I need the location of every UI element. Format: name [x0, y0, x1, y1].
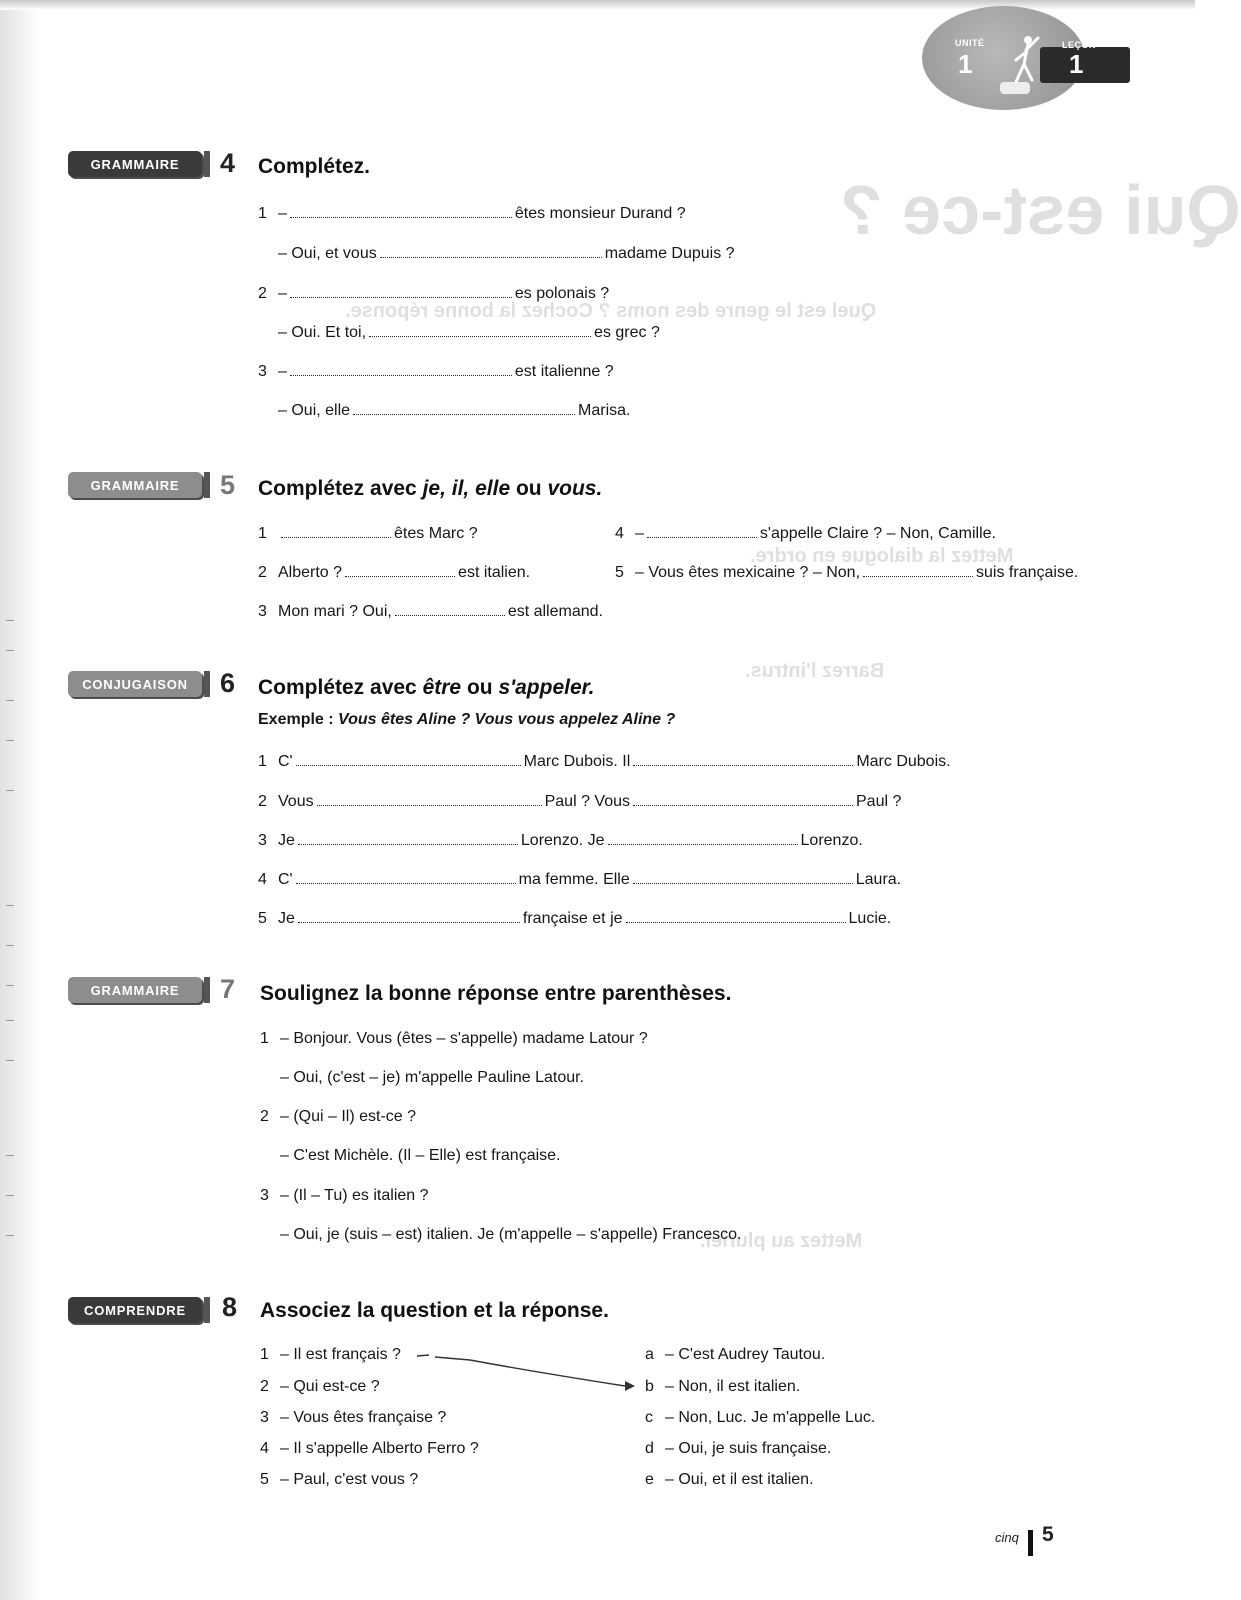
answer-blank[interactable] [863, 562, 973, 577]
answer-blank[interactable] [353, 400, 575, 415]
ex6-line-4: 4 C' ma femme. Elle Laura. [258, 871, 902, 888]
ex4-line-3: 3 – est italienne ? [258, 363, 614, 380]
exercise-7-title: Soulignez la bonne réponse entre parenthèses. [260, 982, 732, 1005]
exercise-6-example: Exemple : Vous êtes Aline ? Vous vous appelez Aline ? [258, 711, 676, 728]
folio-bar [1028, 1530, 1033, 1556]
answer-blank[interactable] [290, 283, 512, 298]
page-number: 5 [1042, 1523, 1054, 1546]
ex6-line-5: 5 Je française et je Lucie. [258, 910, 892, 927]
exercise-6-number: 6 [220, 668, 236, 698]
ex8-question-5: 5 – Paul, c'est vous ? [260, 1471, 419, 1488]
ex5-item-5: 5 – Vous êtes mexicaine ? – Non, suis française. [615, 564, 1079, 581]
ex8-question-1: 1 – Il est français ? [260, 1346, 401, 1363]
exercise-5-tag: GRAMMAIRE [68, 472, 202, 498]
answer-blank[interactable] [296, 869, 516, 884]
ex8-answer-e: e – Oui, et il est italien. [645, 1471, 814, 1488]
answer-blank[interactable] [633, 791, 853, 806]
ex7-line-3b: – Oui, je (suis – est) italien. Je (m'appelle – s'appelle) Francesco. [280, 1226, 742, 1243]
ex4-line-1b: – Oui, et vous madame Dupuis ? [278, 245, 735, 262]
answer-blank[interactable] [369, 322, 591, 337]
ex8-answer-c: c – Non, Luc. Je m'appelle Luc. [645, 1409, 876, 1426]
ex7-line-3: 3 – (Il – Tu) es italien ? [260, 1187, 429, 1204]
ex8-question-4: 4 – Il s'appelle Alberto Ferro ? [260, 1440, 479, 1457]
answer-blank[interactable] [380, 243, 602, 258]
exercise-8-tag: COMPRENDRE [68, 1297, 202, 1323]
ex5-item-4: 4 – s'appelle Claire ? – Non, Camille. [615, 525, 996, 542]
exercise-5-number: 5 [220, 470, 236, 500]
answer-blank[interactable] [395, 601, 505, 616]
exercise-4-number: 4 [220, 148, 236, 178]
ex5-item-3: 3 Mon mari ? Oui, est allemand. [258, 603, 603, 620]
answer-blank[interactable] [633, 869, 853, 884]
ex6-line-2: 2 Vous Paul ? Vous Paul ? [258, 793, 902, 810]
answer-blank[interactable] [345, 562, 455, 577]
answer-blank[interactable] [647, 523, 757, 538]
page-word: cinq [995, 1530, 1019, 1545]
exercise-4-tag: GRAMMAIRE [68, 151, 202, 177]
matching-arrow-icon [415, 1350, 640, 1400]
answer-blank[interactable] [298, 908, 520, 923]
answer-blank[interactable] [290, 203, 512, 218]
exercise-5-title: Complétez avec je, il, elle ou vous. [258, 477, 603, 500]
ex4-line-3b: – Oui, elle Marisa. [278, 402, 631, 419]
unit-label: UNITÉ [955, 38, 985, 48]
ex8-answer-b: b – Non, il est italien. [645, 1378, 801, 1395]
ex7-line-2b: – C'est Michèle. (Il – Elle) est française. [280, 1147, 561, 1164]
ex4-line-2: 2 – es polonais ? [258, 285, 610, 302]
answer-blank[interactable] [626, 908, 846, 923]
ex6-line-3: 3 Je Lorenzo. Je Lorenzo. [258, 832, 863, 849]
ex8-question-3: 3 – Vous êtes française ? [260, 1409, 447, 1426]
answer-blank[interactable] [608, 830, 798, 845]
ex4-line-1: 1 – êtes monsieur Durand ? [258, 205, 686, 222]
lesson-number: 1 [1069, 49, 1084, 79]
answer-blank[interactable] [298, 830, 518, 845]
ex8-answer-a: a – C'est Audrey Tautou. [645, 1346, 826, 1363]
answer-blank[interactable] [317, 791, 542, 806]
exercise-6-title: Complétez avec être ou s'appeler. [258, 676, 595, 699]
exercise-4-title: Complétez. [258, 155, 371, 178]
page-binding-shadow [0, 0, 40, 1600]
lesson-tab [1040, 47, 1130, 83]
answer-blank[interactable] [633, 751, 853, 766]
lesson-label: LEÇON [1062, 40, 1096, 50]
ex5-item-2: 2 Alberto ? est italien. [258, 564, 531, 581]
exercise-8-title: Associez la question et la réponse. [260, 1299, 609, 1322]
ex7-line-1b: – Oui, (c'est – je) m'appelle Pauline Latour. [280, 1069, 585, 1086]
exercise-7-tag: GRAMMAIRE [68, 977, 202, 1003]
answer-blank[interactable] [290, 361, 512, 376]
ex6-line-1: 1 C' Marc Dubois. Il Marc Dubois. [258, 753, 951, 770]
ex8-question-2: 2 – Qui est-ce ? [260, 1378, 380, 1395]
ex8-answer-d: d – Oui, je suis française. [645, 1440, 832, 1457]
ex5-item-1: 1 êtes Marc ? [258, 525, 478, 542]
exercise-8-number: 8 [222, 1292, 238, 1322]
answer-blank[interactable] [281, 523, 391, 538]
exercise-6-tag: CONJUGAISON [68, 671, 202, 697]
ex7-line-2: 2 – (Qui – Il) est-ce ? [260, 1108, 417, 1125]
answer-blank[interactable] [296, 751, 521, 766]
ex4-line-2b: – Oui. Et toi, es grec ? [278, 324, 660, 341]
ex7-line-1: 1 – Bonjour. Vous (êtes – s'appelle) madame Latour ? [260, 1030, 648, 1047]
unit-number: 1 [958, 49, 973, 79]
exercise-7-number: 7 [220, 974, 236, 1004]
